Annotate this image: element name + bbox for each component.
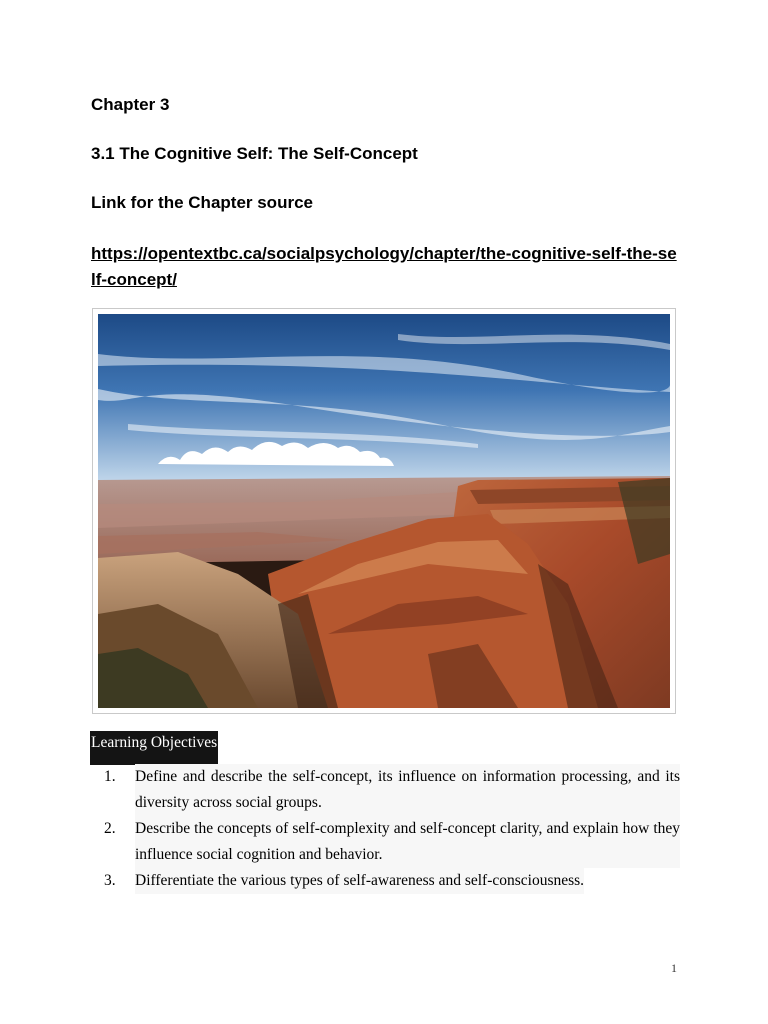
canyon-image-frame xyxy=(92,308,676,714)
list-item xyxy=(90,764,680,816)
list-item-number: 1. xyxy=(104,768,116,785)
canyon-landscape-image xyxy=(98,314,670,708)
list-item xyxy=(90,868,680,894)
list-item xyxy=(90,816,680,868)
list-item-number: 2. xyxy=(104,820,116,837)
chapter-heading: Chapter 3 xyxy=(91,95,170,114)
page-number: 1 xyxy=(671,961,677,975)
list-item-text: Define and describe the self-concept, its influence on information processing, and its diversity across social groups. xyxy=(135,764,680,816)
learning-objectives-list xyxy=(90,764,680,894)
chapter-source-link[interactable]: https://opentextbc.ca/socialpsychology/chapter/the-cognitive-self-the-self-concept/ xyxy=(91,244,677,289)
list-item-number: 3. xyxy=(104,872,116,889)
learning-objectives-label: Learning Objectives xyxy=(90,731,218,765)
link-label: Link for the Chapter source xyxy=(91,193,313,212)
list-item-text: Differentiate the various types of self-awareness and self-consciousness. xyxy=(135,868,584,894)
section-title: 3.1 The Cognitive Self: The Self-Concept xyxy=(91,144,418,163)
list-item-text: Describe the concepts of self-complexity and self-concept clarity, and explain how they influence social cognition and behavior. xyxy=(135,816,680,868)
